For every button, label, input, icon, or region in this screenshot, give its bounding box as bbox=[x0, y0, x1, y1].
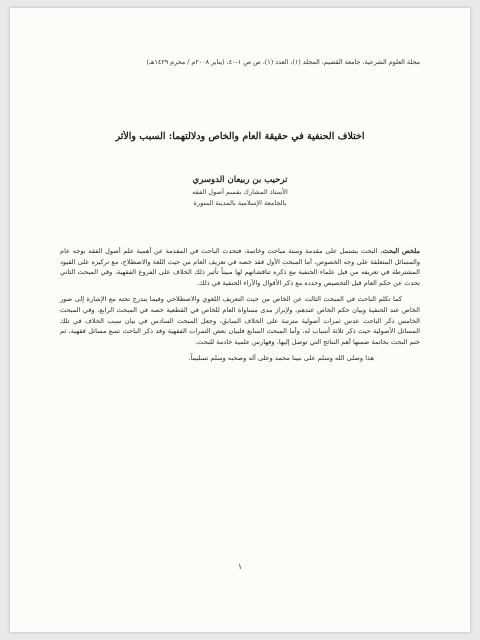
author-block bbox=[130, 174, 350, 209]
abstract-paragraph-1-text: البحث يشتمل على مقدمة وستة مباحث وخاتمة، فتحدث الباحث في المقدمة عن أهمية علم أصول الفقه بوجه عام والمسائل المتعلقة على وجه الخصوص، أما المبحث الأول فقد خصه في تعريف العام من حيث اللغة والاصطلاح، مع تركيزه على القيود المشترطة في تعريفه من قبل علماء الحنفية مع ذكره تناقشاتهم لها مبيناً تأثير ذلك الخلاف على الفروع الفقهية، وفي المبحث الثاني تحدث عن حكم العام قبل التخصيص وحدده مع ذكر الأقوال والآراء الحنفية في ذلك. bbox=[60, 247, 420, 287]
abstract-paragraph-1 bbox=[60, 246, 420, 288]
abstract bbox=[60, 246, 420, 364]
author-name: ترحيب بن ربيعان الدوسري bbox=[192, 175, 288, 185]
abstract-lead: ملخص البحث. bbox=[380, 247, 420, 255]
journal-citation-line: مجلة العلوم الشرعية، جامعة القصيم، المجلد (١)، العدد (١)، ص ص ١-٤٠، (يناير ٢٠٠٨م / محرم ١٤٢٩هـ) bbox=[146, 58, 420, 66]
author-affiliation: بالجامعة الإسلامية بالمدينة المنورة bbox=[193, 199, 287, 207]
document-page bbox=[10, 8, 470, 632]
author-position: الأستاذ المشارك بقسم أصول الفقه bbox=[192, 188, 288, 196]
page-number: ١ bbox=[237, 562, 243, 571]
abstract-closing: هذا وصلى الله وسلم على نبينا محمد وعلى آله وصحبه وسلم تسليماً. bbox=[188, 354, 374, 363]
abstract-paragraph-2: كما تكلم الباحث في المبحث الثالث عن الخاص من حيث التعريف اللغوي والاصطلاحي وفيما يندرج تحته مع الإشارة إلى صور الخاص عند الحنفية وبيان حكم الخاص عندهم، ولإبراز مدى مساواة العام للخاص في القطعية خصه في المبحث الرابع، وفي المبحث الخامس ذكر الباحث عدس ثمرات أصولية مترتبة على الخلاف السابق، وجعل المبحث السادس في بيان سبب الخلاف في تلك المسائل الأصولية حيث ذكر ثلاثة أسباب له، وأما المبحث السابع فلبيان بعض الثمرات الفقهية وقد ذكر الباحث تسع مسائل فقهية، ثم ختم البحث بخاتمة ضمنها أهم النتائج التي توصل إليها، وفهارس علمية خادمة للبحث. bbox=[60, 295, 420, 346]
paper-title: اختلاف الحنفية في حقيقة العام والخاص ودلالتهما: السبب والأثر bbox=[115, 131, 365, 142]
